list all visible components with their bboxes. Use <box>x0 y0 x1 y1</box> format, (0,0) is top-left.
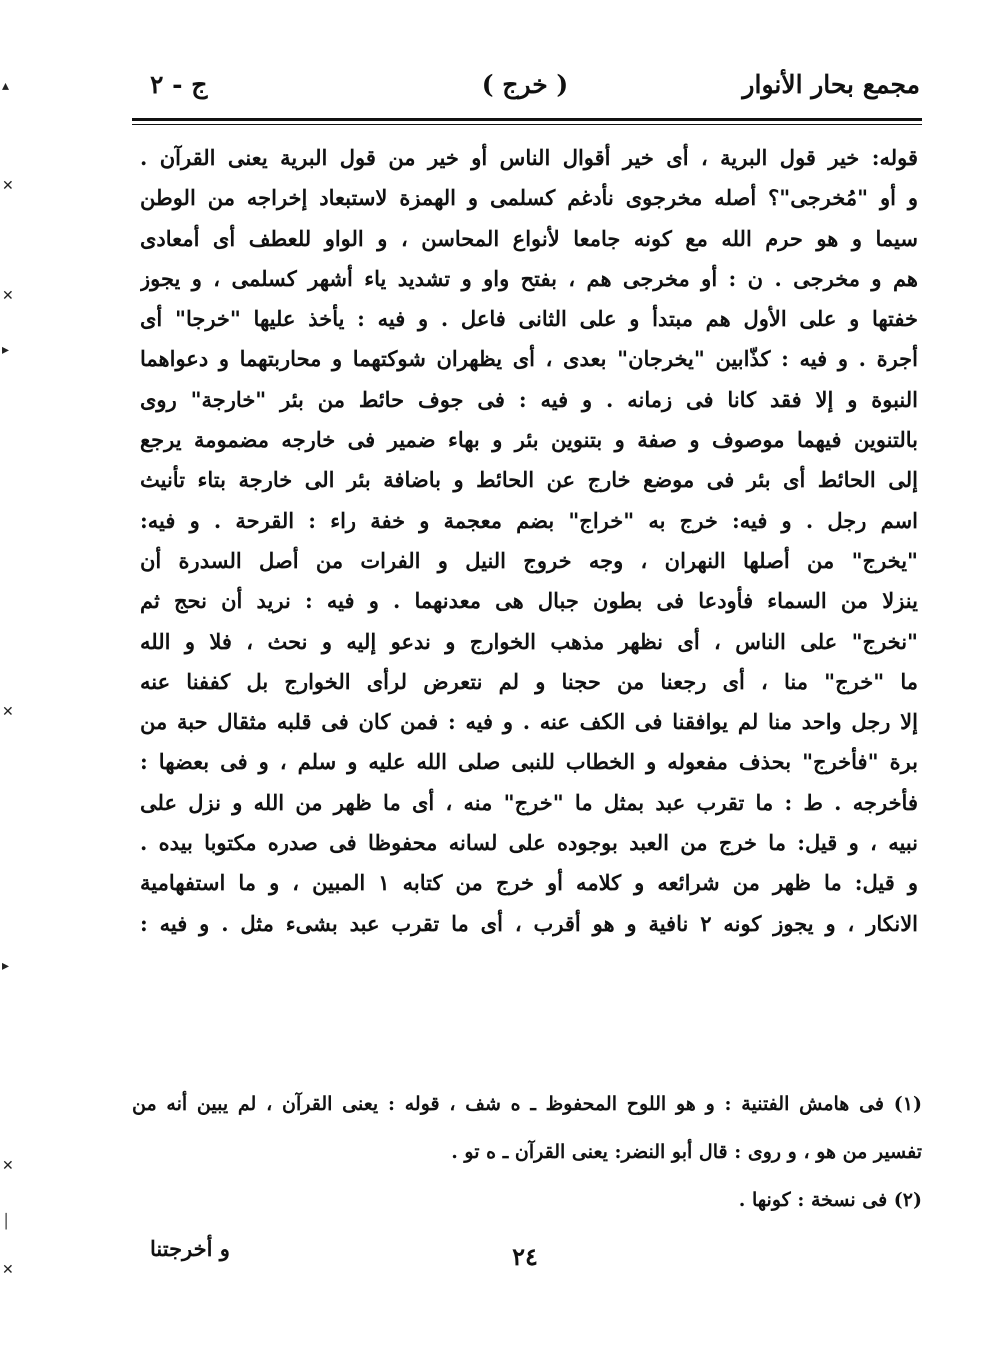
header-rule-thick <box>132 118 922 121</box>
scan-edge-mark: ▸ <box>2 342 10 358</box>
text-line: نبيه ، و قيل: ما خرج من العبد بوجوده على لسانه محفوظا فى صدره مكتوبا بيده . <box>140 830 918 856</box>
text-line: خفتها و على الأول هم مبتدأ و على الثانى فاعل . و فيه : يأخذ عليها "خرجا" أى <box>140 306 918 332</box>
volume-number: ج - ٢ <box>150 70 208 99</box>
footnote-line: (٢) فى نسخة : كونها . <box>738 1189 922 1211</box>
scan-edge-mark: ✕ <box>2 1158 14 1174</box>
text-line: الانكار ، و يجوز كونه ٢ نافية و هو أقرب ، أى ما تقرب عبد بشىء مثل . و فيه : <box>140 910 918 936</box>
scan-edge-mark: ▸ <box>2 958 10 974</box>
text-line: اسم رجل . و فيه: خرج به "خراج" بضم معجمة و خفة راء : القرحة . و فيه: <box>140 507 918 533</box>
text-line: "نخرج" على الناس ، أى نظهر مذهب الخوارج و ندعو إليه و نحث ، فلا و الله <box>140 628 918 654</box>
text-line: إلا رجل واحد منا لم يوافقنا فى الكف عنه . و فيه : فمن كان فى قلبه مثقال حبة من <box>140 709 918 735</box>
text-line: فأخرجه . ط : ما تقرب عبد بمثل ما "خرج" منه ، أى ما ظهر من الله و نزل على <box>140 789 918 815</box>
text-line: ما "خرج" منا ، أى رجعنا من حجنا و لم نتعرض لرأى الخوارج بل كففنا عنه <box>140 668 918 694</box>
running-header <box>130 62 920 112</box>
text-line: برة "فأخرج" بحذف مفعوله و الخطاب للنبى صلى الله عليه و سلم ، و فى بعضها : <box>140 749 918 775</box>
scan-edge-mark: │ <box>2 1214 11 1230</box>
scan-edge-mark: ▴ <box>2 78 10 94</box>
book-title: مجمع بحار الأنوار <box>742 70 920 99</box>
catchword: و أخرجتنا <box>150 1236 230 1261</box>
footnote-line: (١) فى هامش الفتنية : و هو اللوح المحفوظ ـ ه شف ، قوله : يعنى القرآن ، لم يبين أنه من <box>132 1093 922 1115</box>
text-line: إلى الحائط أى بئر فى موضع خارج عن الحائط و باضافة بئر الى خارجة بتاء تأنيث <box>140 467 918 493</box>
footnotes <box>132 1080 922 1224</box>
header-rule-thin <box>132 124 922 125</box>
text-line: النبوة و إلا فقد كانا فى زمانه . و فيه : فى جوف حائط من بئر "خارجة" روى <box>140 386 918 412</box>
entry-word: ( خرج ) <box>481 70 569 99</box>
text-line: بالتنوين فيهما موصوف و صفة و بتنوين بئر و بهاء ضمير فى خارجه مضمومة يرجع <box>140 427 918 453</box>
body-text <box>140 138 918 944</box>
text-line: قوله: خير قول البرية ، أى خير أقوال الناس أو خير من قول البرية يعنى القرآن . <box>140 145 918 170</box>
text-line: سيما و هو حرم الله مع كونه جامعا لأنواع المحاسن ، و الواو للعطف أى أمعادى <box>140 225 918 251</box>
page-number: ٢٤ <box>512 1242 538 1271</box>
text-line: و قيل: ما ظهر من شرائعه و كلامه أو خرج من كتابه ١ المبين ، و ما استفهامية <box>140 870 918 896</box>
text-line: أجرة . و فيه : كذّابين "يخرجان" بعدى ، أى يظهران شوكتهما و محاربتهما و دعواهما <box>140 346 918 372</box>
text-line: ينزلا من السماء فأودعا فى بطون جبال هى معدنهما . و فيه : نريد أن نحج ثم <box>140 588 918 614</box>
scan-edge-mark: ✕ <box>2 178 14 194</box>
text-line: "يخرج" من أصلها النهران ، وجه خروج النيل و الفرات من أصل السدرة أن <box>140 547 918 573</box>
text-line: و أو "مُخرجى"؟ أصله مخرجوى نأدغم كسلمى و الهمزة لاستبعاد إخراجه من الوطن <box>140 185 918 211</box>
text-line: هم و مخرجى . ن : أو مخرجى هم ، بفتح واو و تشديد ياء أشهر كسلمى ، و يجوز <box>140 265 918 291</box>
page-footer <box>130 1232 920 1282</box>
scan-edge-mark: ✕ <box>2 288 14 304</box>
scan-edge-mark: ✕ <box>2 1262 14 1278</box>
footnote-line: تفسير من هو ، و روى : قال أبو النضر: يعنى القرآن ـ ه تو . <box>451 1141 922 1163</box>
scan-edge-mark: ✕ <box>2 704 14 720</box>
